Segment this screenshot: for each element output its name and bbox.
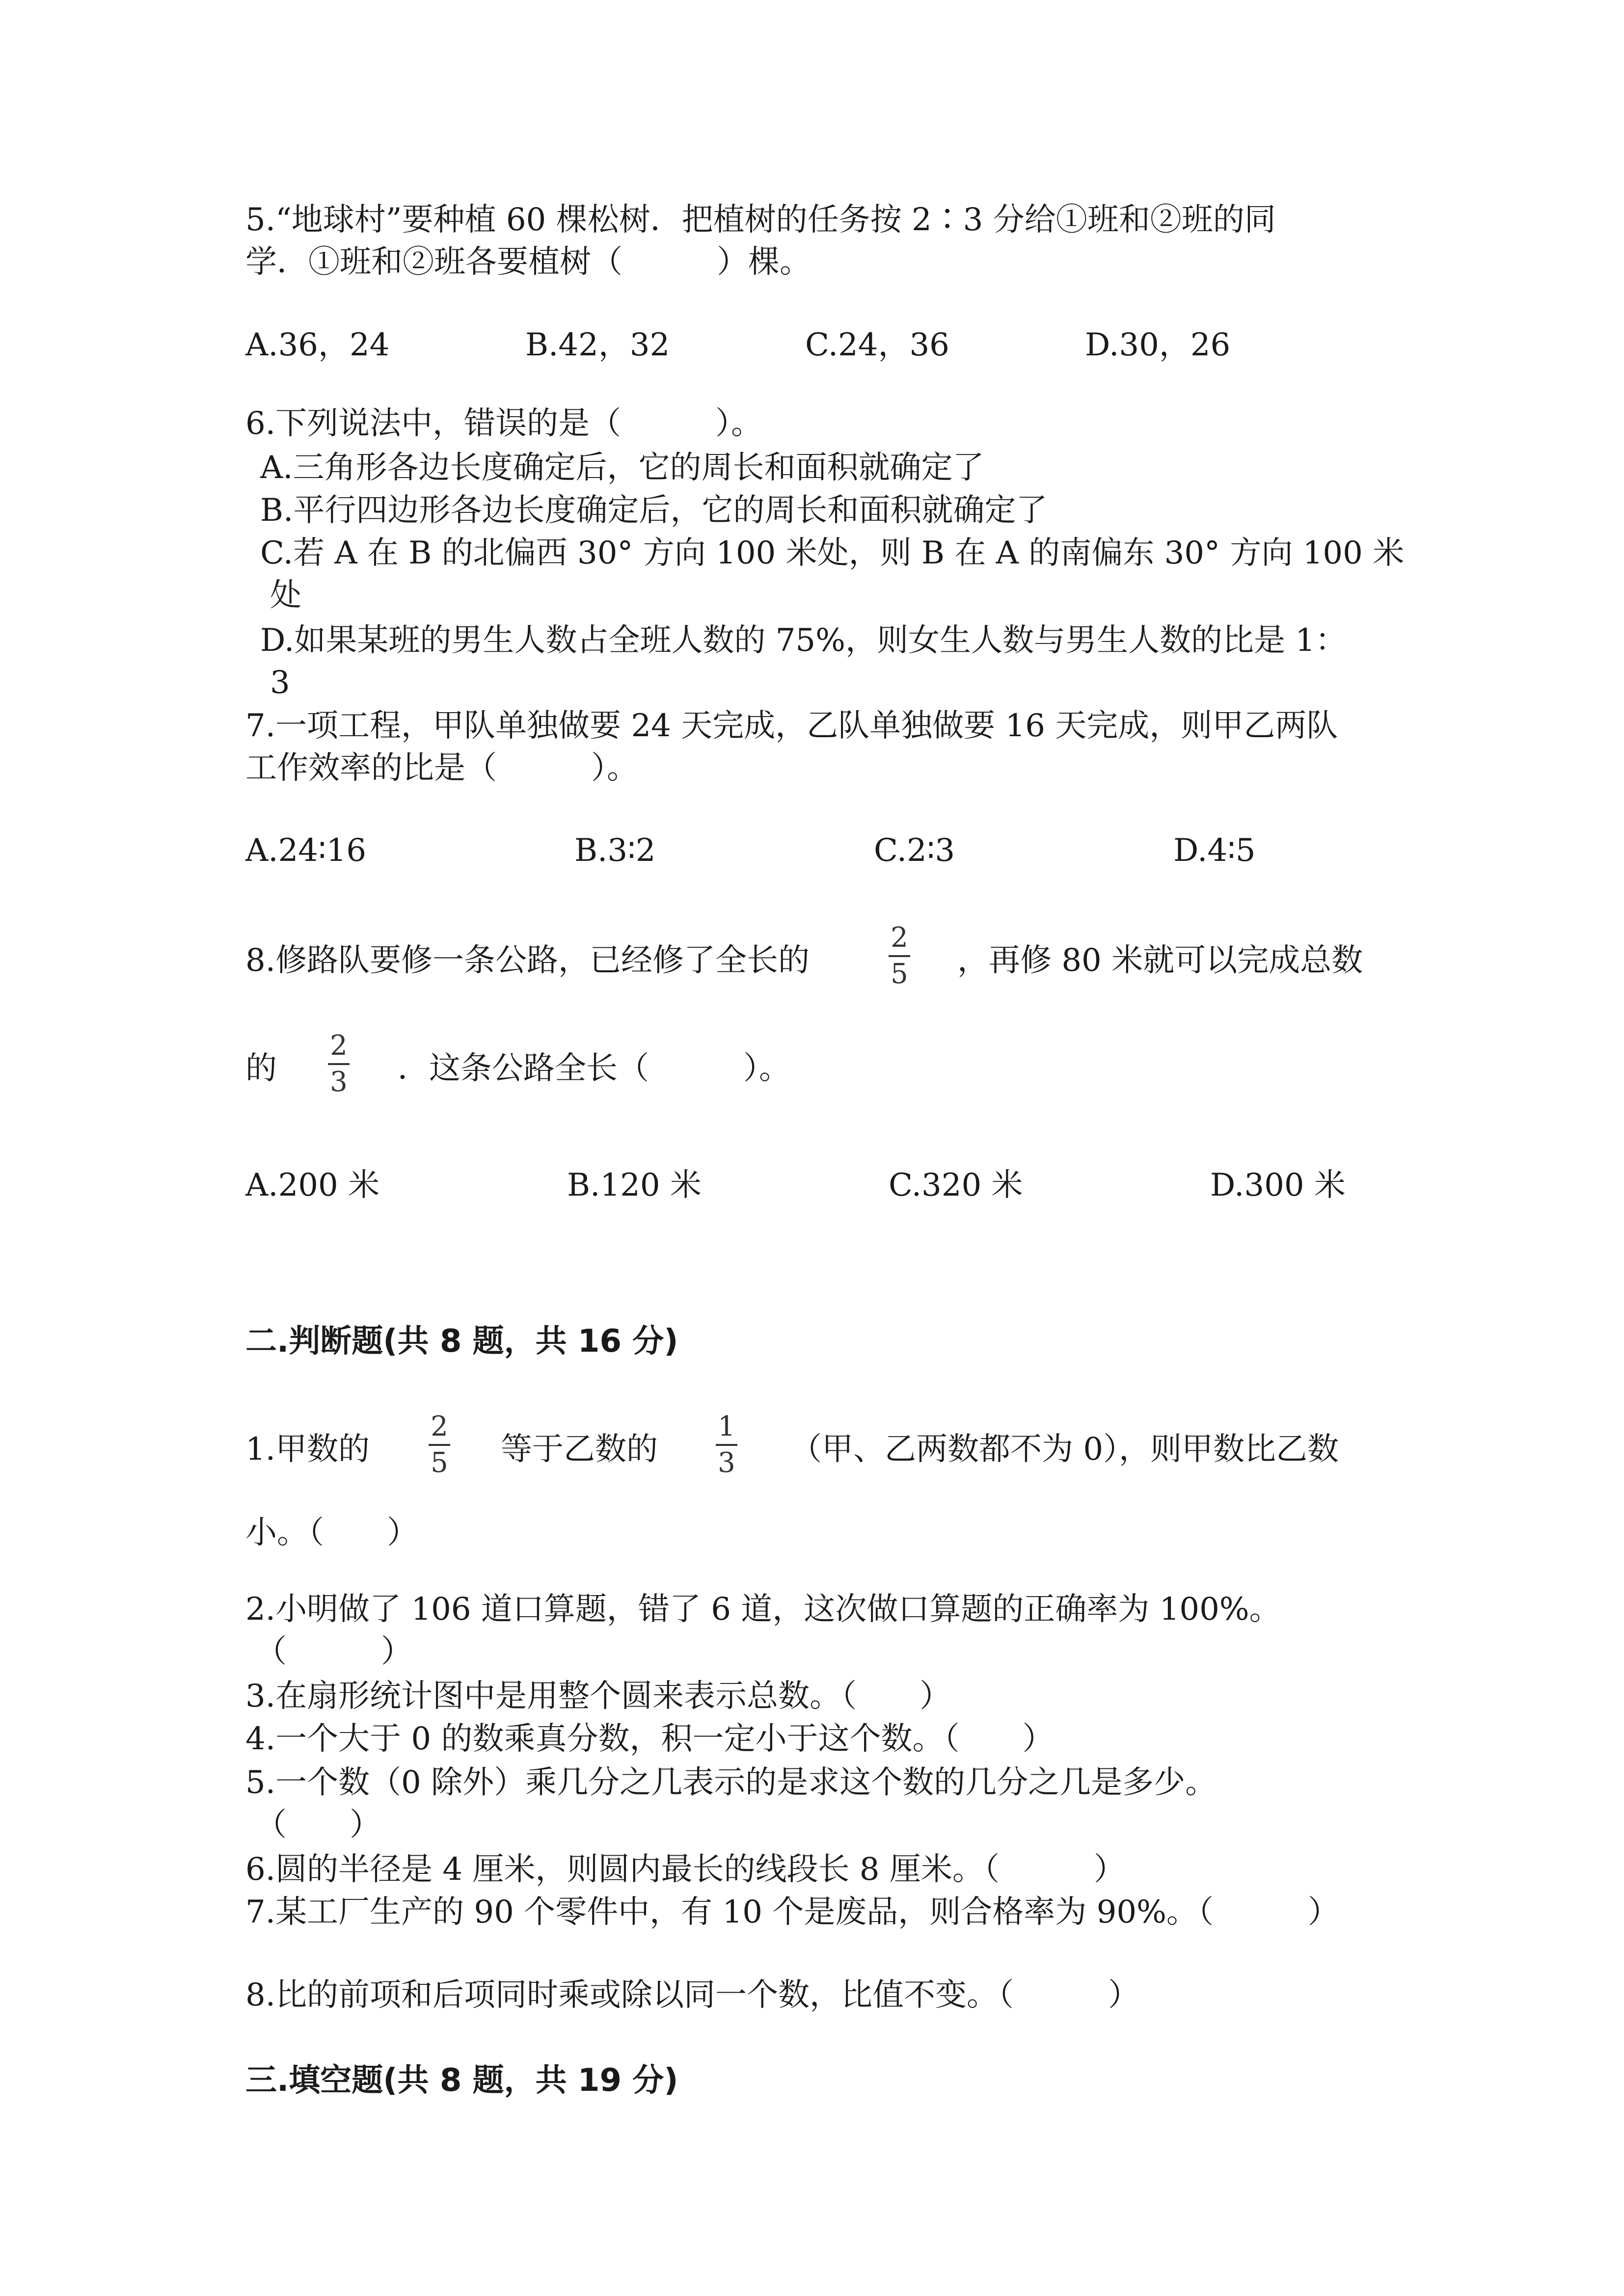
s2-q1-part1: 1.甲数的 <box>245 1431 370 1468</box>
q6-option-d-line2: 3 <box>270 665 290 701</box>
fraction-bar <box>889 955 910 957</box>
q8-part2: ，再修 80 米就可以完成总数 <box>957 942 1363 979</box>
s2-q2-line2: （ ） <box>255 1633 412 1670</box>
section2-title: 二.判断题(共 8 题，共 16 分) <box>245 1323 678 1360</box>
s2-q1-fraction-2-5 <box>429 1412 450 1478</box>
q5-option-c: C.24，36 <box>805 327 949 363</box>
q7-option-b: B.3∶2 <box>574 832 656 869</box>
q8-fraction-2-3 <box>328 1031 350 1097</box>
fraction-bar <box>429 1444 450 1446</box>
q7-option-a: A.24∶16 <box>245 832 367 869</box>
fraction-numerator: 2 <box>330 1030 348 1062</box>
q6-option-d-line1: D.如果某班的男生人数占全班人数的 75%，则女生人数与男生人数的比是 1： <box>260 622 1347 659</box>
q7-option-c: C.2∶3 <box>874 832 955 869</box>
q7-option-d: D.4∶5 <box>1173 832 1256 869</box>
q8-option-c: C.320 米 <box>889 1167 1023 1203</box>
q8-part1: 8.修路队要修一条公路，已经修了全长的 <box>245 942 810 979</box>
q6-option-b: B.平行四边形各边长度确定后，它的周长和面积就确定了 <box>260 492 1048 529</box>
s2-q1-fraction-1-3 <box>716 1412 737 1478</box>
q8-part3: 的 <box>245 1050 277 1087</box>
q7-line2: 工作效率的比是（ ）。 <box>245 750 638 786</box>
s2-q2-line1: 2.小明做了 106 道口算题，错了 6 道，这次做口算题的正确率为 100%。 <box>245 1591 1281 1628</box>
q6-option-c-line1: C.若 A 在 B 的北偏西 30° 方向 100 米处，则 B 在 A 的南偏东 30° 方向 100 米 <box>260 535 1405 571</box>
q8-fraction-2-5 <box>889 923 910 989</box>
s2-q1-part4: 小。（ ） <box>245 1515 418 1551</box>
fraction-numerator: 2 <box>431 1411 448 1442</box>
s2-q3: 3.在扇形统计图中是用整个圆来表示总数。（ ） <box>245 1678 951 1714</box>
q8-option-d: D.300 米 <box>1210 1167 1346 1203</box>
fraction-numerator: 2 <box>891 922 908 954</box>
fraction-denominator: 5 <box>891 958 908 990</box>
fraction-denominator: 3 <box>718 1447 735 1479</box>
fraction-bar <box>328 1063 350 1065</box>
s2-q5-line2: （ ） <box>255 1807 381 1843</box>
s2-q7: 7.某工厂生产的 90 个零件中，有 10 个是废品，则合格率为 90%。（ ） <box>245 1894 1339 1930</box>
fraction-denominator: 3 <box>330 1066 348 1098</box>
q8-option-a: A.200 米 <box>245 1167 380 1203</box>
q8-option-b: B.120 米 <box>567 1167 702 1203</box>
fraction-bar <box>716 1444 737 1446</box>
s2-q1-part3: （甲、乙两数都不为 0），则甲数比乙数 <box>790 1431 1339 1468</box>
q5-option-b: B.42，32 <box>525 327 670 363</box>
q6-option-c-line2: 处 <box>270 577 301 614</box>
s2-q5-line1: 5.一个数（0 除外）乘几分之几表示的是求这个数的几分之几是多少。 <box>245 1764 1217 1801</box>
s2-q1-part2: 等于乙数的 <box>501 1431 658 1468</box>
q5-line2: 学．①班和②班各要植树（ ）棵。 <box>245 244 811 280</box>
q6-stem: 6.下列说法中，错误的是（ ）。 <box>245 405 763 442</box>
section3-title: 三.填空题(共 8 题，共 19 分) <box>245 2062 678 2099</box>
s2-q4: 4.一个大于 0 的数乘真分数，积一定小于这个数。（ ） <box>245 1721 1054 1757</box>
q5-line1: 5.“地球村”要种植 60 棵松树．把植树的任务按 2∶3 分给①班和②班的同 <box>245 202 1276 238</box>
fraction-denominator: 5 <box>431 1447 448 1479</box>
q8-part4: ．这条公路全长（ ）。 <box>398 1050 790 1087</box>
q6-option-a: A.三角形各边长度确定后，它的周长和面积就确定了 <box>260 450 984 486</box>
q5-option-d: D.30，26 <box>1085 327 1231 363</box>
s2-q6: 6.圆的半径是 4 厘米，则圆内最长的线段长 8 厘米。（ ） <box>245 1851 1125 1888</box>
q7-line1: 7.一项工程，甲队单独做要 24 天完成，乙队单独做要 16 天完成，则甲乙两队 <box>245 708 1338 744</box>
fraction-numerator: 1 <box>718 1411 735 1442</box>
s2-q8: 8.比的前项和后项同时乘或除以同一个数，比值不变。（ ） <box>245 1977 1140 2013</box>
q5-option-a: A.36，24 <box>245 327 390 363</box>
